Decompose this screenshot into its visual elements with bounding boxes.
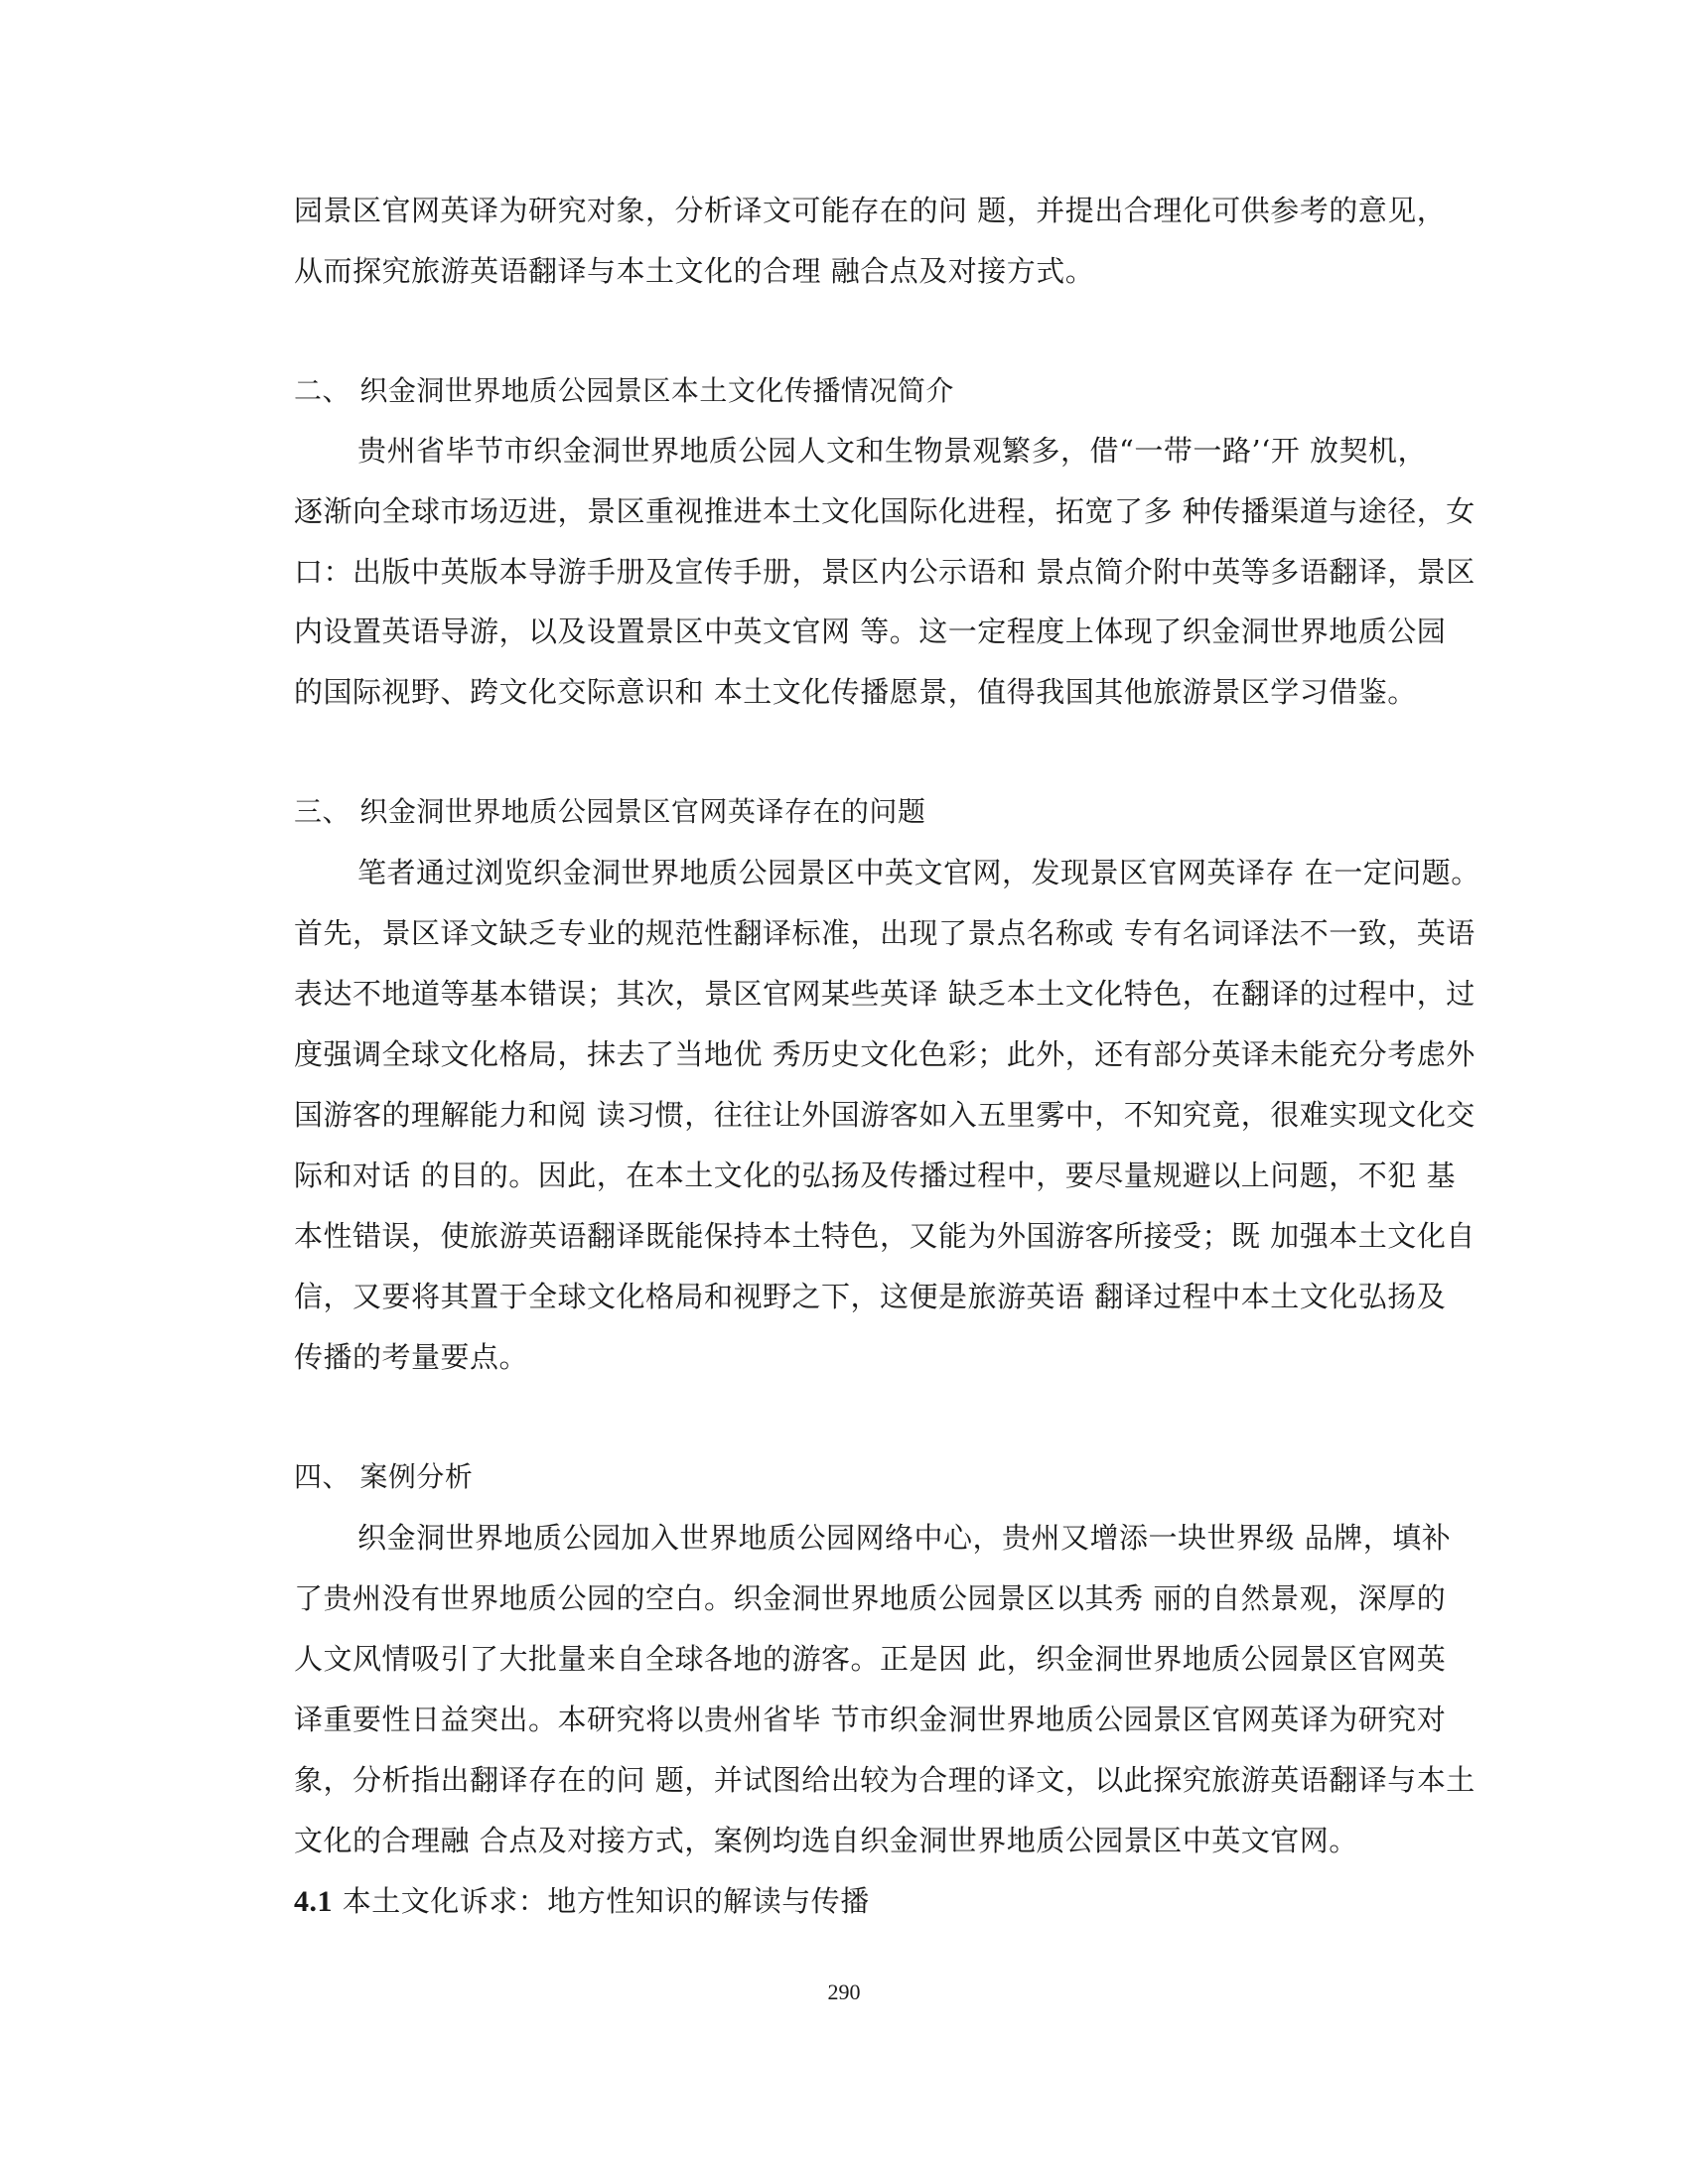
section-3-line-4: 度强调全球文化格局，抹去了当地优 秀历史文化色彩；此外，还有部分英译未能充分考虑外: [294, 1037, 1476, 1071]
section-2-line-3: 口：出版中英版本导游手册及宣传手册，景区内公示语和 景点简介附中英等多语翻译，景区: [294, 555, 1476, 589]
section-3-line-9: 传播的考量要点。: [294, 1340, 529, 1374]
section-3-line-8: 信，又要将其置于全球文化格局和视野之下，这便是旅游英语 翻译过程中本土文化弘扬及: [294, 1280, 1447, 1313]
subsection-number: 4.1: [294, 1885, 333, 1918]
section-3-line-7: 本性错误，使旅游英语翻译既能保持本土特色，又能为外国游客所接受；既 加强本土文化自: [294, 1219, 1476, 1253]
section-2-line-2: 逐渐向全球市场迈进，景区重视推进本土文化国际化进程，拓宽了多 种传播渠道与途径，女: [294, 494, 1476, 528]
section-3-line-1: 笔者通过浏览织金洞世界地质公园景区中英文官网，发现景区官网英译存 在一定问题。: [357, 856, 1480, 889]
section-4-line-3: 人文风情吸引了大批量来自全球各地的游客。正是因 此，织金洞世界地质公园景区官网英: [294, 1642, 1447, 1676]
section-3-line-6: 际和对话 的目的。因此，在本土文化的弘扬及传播过程中，要尽量规避以上问题，不犯 基: [294, 1159, 1456, 1192]
section-3-heading: 三、 织金洞世界地质公园景区官网英译存在的问题: [294, 795, 926, 828]
section-4-line-1: 织金洞世界地质公园加入世界地质公园网络中心，贵州又增添一块世界级 品牌，填补: [357, 1521, 1452, 1555]
subsection-title: 本土文化诉求：地方性知识的解读与传播: [342, 1884, 870, 1918]
section-4-line-4: 译重要性日益突出。本研究将以贵州省毕 节市织金洞世界地质公园景区官网英译为研究对: [294, 1703, 1447, 1736]
section-2-heading: 二、 织金洞世界地质公园景区本土文化传播情况简介: [294, 374, 954, 407]
section-4-line-6: 文化的合理融 合点及对接方式，案例均选自织金洞世界地质公园景区中英文官网。: [294, 1824, 1358, 1857]
section-2-line-5: 的国际视野、跨文化交际意识和 本土文化传播愿景，值得我国其他旅游景区学习借鉴。: [294, 675, 1417, 709]
section-3-line-3: 表达不地道等基本错误；其次，景区官网某些英译 缺乏本土文化特色，在翻译的过程中，过: [294, 977, 1476, 1011]
section-3-line-5: 国游客的理解能力和阅 读习惯，往往让外国游客如入五里雾中，不知究竟，很难实现文化交: [294, 1098, 1476, 1132]
intro-line-2: 从而探究旅游英语翻译与本土文化的合理 融合点及对接方式。: [294, 254, 1095, 288]
intro-line-1: 园景区官网英译为研究对象，分析译文可能存在的问 题，并提出合理化可供参考的意见，: [294, 194, 1447, 227]
section-4-heading: 四、 案例分析: [294, 1460, 474, 1493]
section-3-line-2: 首先，景区译文缺乏专业的规范性翻译标准，出现了景点名称或 专有名词译法不一致，英语: [294, 916, 1476, 950]
subsection-4-1-heading: [294, 1881, 870, 1922]
section-4-line-5: 象，分析指出翻译存在的问 题，并试图给出较为合理的译文，以此探究旅游英语翻译与本土: [294, 1763, 1476, 1797]
section-4-line-2: 了贵州没有世界地质公园的空白。织金洞世界地质公园景区以其秀 丽的自然景观，深厚的: [294, 1581, 1447, 1615]
section-2-line-4: 内设置英语导游，以及设置景区中英文官网 等。这一定程度上体现了织金洞世界地质公园: [294, 614, 1447, 648]
page-number: 290: [827, 1979, 861, 2004]
section-2-line-1: 贵州省毕节市织金洞世界地质公园人文和生物景观繁多，借“一带一路’‘开 放契机，: [357, 434, 1427, 468]
